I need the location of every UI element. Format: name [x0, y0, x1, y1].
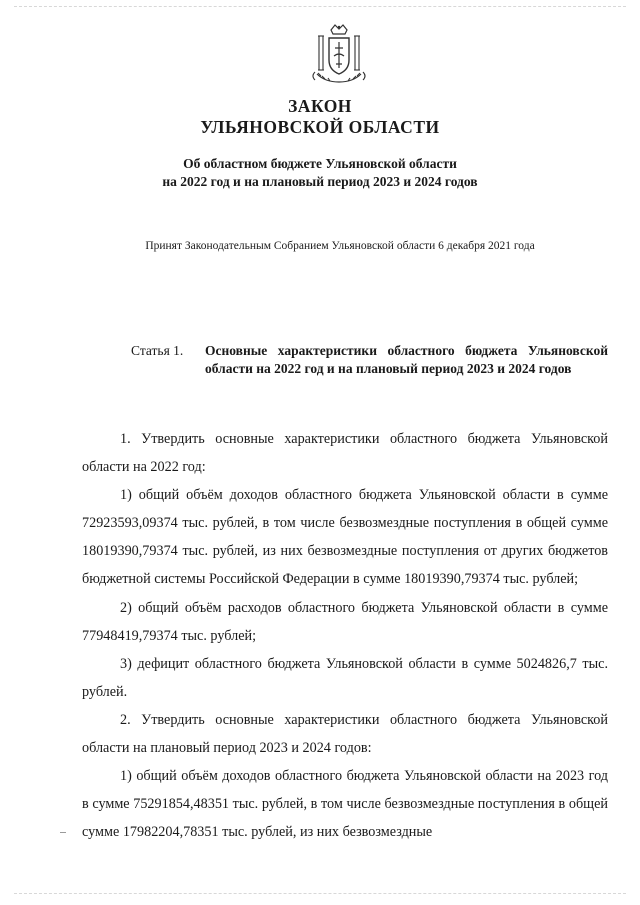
scan-mark: [60, 832, 66, 833]
law-subtitle-line1: Об областном бюджете Ульяновской области: [183, 156, 457, 171]
paragraph: 3) дефицит областного бюджета Ульяновской области в сумме 5024826,7 тыс. рублей.: [82, 655, 608, 700]
article-heading: Основные характеристики областного бюджета Ульяновской области на 2022 год и на плановый период 2023 и 2024 годов: [205, 343, 608, 376]
law-subtitle-line2: на 2022 год и на плановый период 2023 и 2024 годов: [162, 174, 478, 189]
scan-edge-bottom: [14, 893, 626, 894]
adoption-note: Принят Законодательным Собранием Ульяновской области 6 декабря 2021 года: [145, 240, 535, 252]
paragraph: 1) общий объём доходов областного бюджета Ульяновской области в сумме 72923593,09374 тыс. рублей, в том числе безвозмездные поступления в общей сумме 18019390,79374 тыс. рублей, из них безвозмездные поступления от других бюджетов бюджетной системы Российской Федерации в сумме 18019390,79374 тыс. рублей;: [82, 487, 608, 588]
paragraph: 2) общий объём расходов областного бюджета Ульяновской области в сумме 77948419,79374 тыс. рублей;: [82, 599, 608, 644]
article-number: Статья 1.: [131, 343, 184, 358]
paragraph: 1. Утвердить основные характеристики областного бюджета Ульяновской области на 2022 год:: [82, 431, 608, 476]
law-subtitle: [0, 155, 640, 191]
scan-edge-top: [14, 6, 626, 7]
article-body: [82, 425, 608, 846]
law-title: [0, 96, 640, 138]
law-title-line2: УЛЬЯНОВСКОЙ ОБЛАСТИ: [200, 117, 440, 137]
coat-of-arms-icon: [309, 24, 369, 86]
paragraph: 1) общий объём доходов областного бюджета Ульяновской области на 2023 год в сумме 75291854,48351 тыс. рублей, в том числе безвозмездные поступления в общей сумме 17982204,78351 тыс. рублей, из них безвозмездные: [82, 768, 608, 841]
law-title-line1: ЗАКОН: [288, 96, 352, 116]
paragraph: 2. Утвердить основные характеристики областного бюджета Ульяновской области на плановый период 2023 и 2024 годов:: [82, 711, 608, 757]
